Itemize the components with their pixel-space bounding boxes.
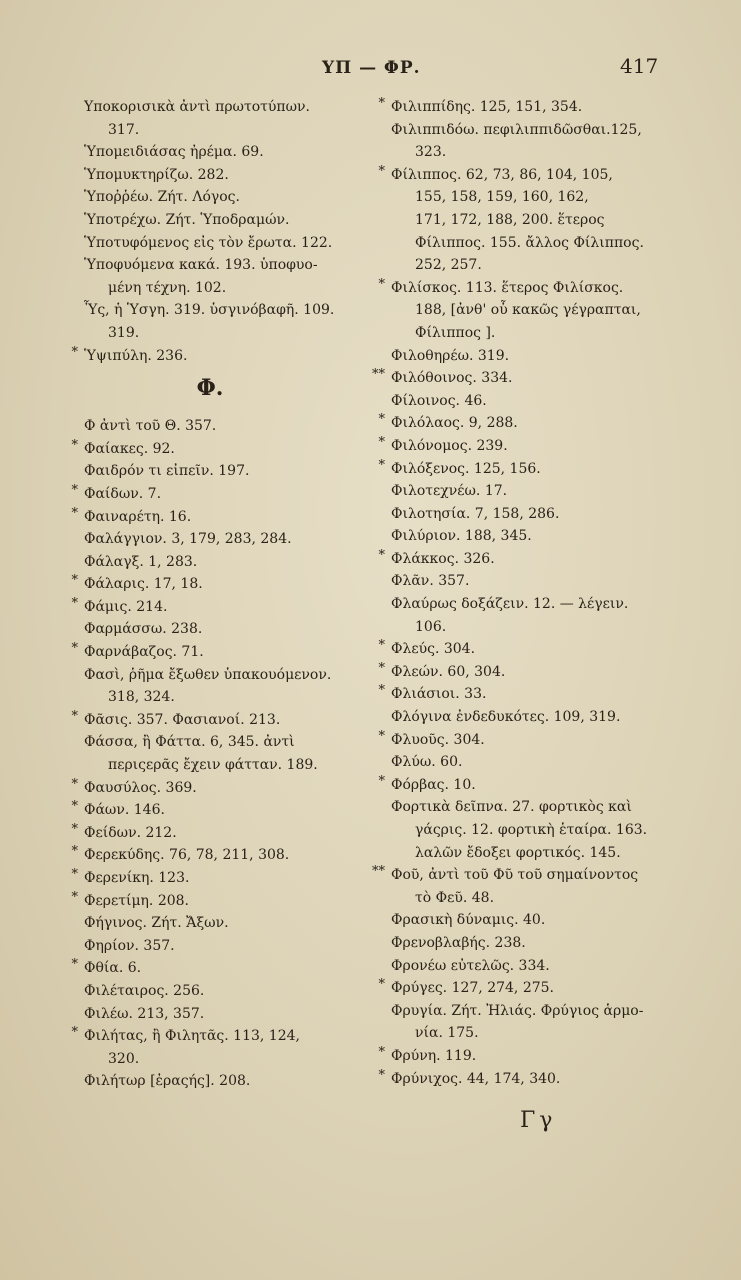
entry-text: Ὑπομειδιάσας ἠρέμα. 69. <box>84 144 264 161</box>
index-entry <box>387 232 687 255</box>
index-entry <box>378 773 687 797</box>
entry-text: Φιλέω. 213, 357. <box>84 1005 205 1022</box>
asterisk-mark: * <box>71 344 78 360</box>
asterisk-mark: * <box>71 844 78 860</box>
asterisk-mark: * <box>378 96 385 111</box>
index-entry <box>378 1067 687 1091</box>
entry-text: Φίλιππος. 155. ἄλλος Φίλιππος. <box>415 234 644 251</box>
entry-text: 155, 158, 159, 160, 162, <box>415 189 589 206</box>
index-entry <box>80 232 370 255</box>
entry-text: 252, 257. <box>415 257 482 274</box>
index-entry <box>387 796 687 819</box>
index-entry <box>80 164 370 187</box>
index-entry <box>80 415 370 438</box>
entry-text: Φιλήτας, ἢ Φιλητᾶς. 113, 124, <box>84 1028 300 1045</box>
entry-text: Φρυγία. Ζήτ. Ἠλιάς. Φρύγιος ἁρμο- <box>391 1002 644 1019</box>
asterisk-mark: * <box>71 889 78 905</box>
entry-text: Φοῦ, ἀντὶ τοῦ Φῦ τοῦ σημαίνοντος <box>391 867 639 884</box>
index-entry <box>80 731 370 754</box>
entry-text: Φερετίμη. 208. <box>84 892 190 909</box>
entry-text: Φιλήτωρ [ἐραςής]. 208. <box>84 1073 251 1090</box>
asterisk-mark: * <box>71 867 78 882</box>
index-entry <box>71 641 370 664</box>
asterisk-mark: * <box>378 163 385 179</box>
index-entry <box>80 912 370 935</box>
index-entry <box>387 706 687 729</box>
asterisk-mark: * <box>71 821 78 837</box>
index-entry <box>387 909 687 932</box>
asterisk-mark: * <box>71 573 78 589</box>
index-entry <box>80 186 370 209</box>
entry-text: Φρύγες. 127, 274, 275. <box>391 980 554 997</box>
index-entry <box>71 844 370 867</box>
index-entry <box>387 345 687 368</box>
entry-text: Φλύω. 60. <box>391 754 463 771</box>
entry-text: Φάλαγξ. 1, 283. <box>84 553 198 570</box>
entry-text: Φαυσύλος. 369. <box>84 779 197 796</box>
entry-text: Φίλιππος. 62, 73, 86, 104, 105, <box>391 166 613 183</box>
index-entry <box>80 1048 370 1071</box>
entry-text: Ὑποφυόμενα κακά. 193. ὑποφυο- <box>84 257 318 274</box>
index-entry <box>378 96 687 119</box>
index-entry <box>378 683 687 706</box>
index-column-right <box>372 96 687 1090</box>
entry-text: Φᾶσις. 357. Φασιανοί. 213. <box>84 711 281 728</box>
entry-text: Ὑψιπύλη. 236. <box>84 347 188 364</box>
entry-text: Ὗς, ἡ Ὑσγη. 319. ὑσγινόβαφῆ. 109. <box>84 302 335 319</box>
entry-text: Φιλιππίδης. 125, 151, 354. <box>391 99 583 115</box>
entry-text: Φήγινος. Ζήτ. Ἄξων. <box>84 915 229 932</box>
index-entry <box>71 1025 370 1048</box>
index-entry <box>387 1022 687 1045</box>
index-entry <box>71 708 370 732</box>
index-entry <box>80 299 370 322</box>
index-entry <box>80 686 370 709</box>
entry-text: Φερεκύδης. 76, 78, 211, 308. <box>84 847 290 864</box>
entry-text: Φηρίον. 357. <box>84 937 175 954</box>
index-entry <box>80 96 370 119</box>
entry-text: Φάων. 146. <box>84 802 165 819</box>
index-entry <box>378 457 687 481</box>
index-entry <box>80 460 370 483</box>
entry-text: Υποκορισικὰ ἀντὶ πρωτοτύπων. <box>84 99 310 115</box>
index-entry <box>71 776 370 800</box>
entry-text: 171, 172, 188, 200. ἕτερος <box>415 211 605 228</box>
entry-text: Φιλέταιρος. 256. <box>84 982 205 999</box>
asterisk-mark: * <box>71 799 78 815</box>
entry-text: Φιλοθηρέω. 319. <box>391 347 510 364</box>
index-entry <box>387 819 687 842</box>
index-entry <box>80 935 370 958</box>
entry-text: Φλαύρως δοξάζειν. 12. — λέγειν. <box>391 596 629 613</box>
asterisk-mark: * <box>71 482 78 498</box>
entry-text: 317. <box>108 121 140 138</box>
page-number: 417 <box>620 54 659 78</box>
asterisk-mark: * <box>71 776 78 792</box>
index-entry <box>71 437 370 461</box>
entry-text: Φαίδων. 7. <box>84 485 162 502</box>
asterisk-mark: * <box>378 638 385 654</box>
entry-text: Φιλοτησία. 7, 158, 286. <box>391 505 560 522</box>
index-entry <box>378 977 687 1000</box>
entry-text: Φαρνάβαζος. 71. <box>84 644 204 661</box>
entry-text: Φρύνιχος. 44, 174, 340. <box>391 1070 561 1087</box>
asterisk-mark: * <box>378 683 385 699</box>
index-entry <box>71 821 370 845</box>
entry-text: Φρενοβλαβής. 238. <box>391 934 526 951</box>
asterisk-mark: * <box>378 434 385 450</box>
index-entry <box>372 367 687 390</box>
asterisk-mark: * <box>71 957 78 973</box>
asterisk-mark: * <box>378 977 385 993</box>
asterisk-mark: * <box>378 660 385 676</box>
index-entry <box>387 119 687 142</box>
asterisk-mark: * <box>378 547 385 563</box>
entry-text: Φαλάγγιον. 3, 179, 283, 284. <box>84 531 292 548</box>
index-entry <box>80 141 370 164</box>
index-entry <box>80 618 370 641</box>
letter-heading: Φ. <box>196 375 224 402</box>
entry-text: 323. <box>415 144 447 161</box>
index-entry <box>378 728 687 752</box>
asterisk-mark: * <box>71 1025 78 1041</box>
asterisk-mark: ** <box>372 367 385 383</box>
entry-text: Φάσσα, ἢ Φάττα. 6, 345. ἀντὶ <box>84 734 295 751</box>
index-entry <box>378 163 687 187</box>
asterisk-mark: * <box>378 412 385 428</box>
asterisk-mark: ** <box>372 864 385 880</box>
index-entry <box>80 209 370 232</box>
asterisk-mark: * <box>71 641 78 657</box>
entry-text: Φίλιππος ]. <box>415 324 496 341</box>
index-entry <box>387 390 687 413</box>
entry-text: Φθία. 6. <box>84 960 142 977</box>
signature-mark: Γγ <box>520 1108 557 1133</box>
entry-text: Φάμις. 214. <box>84 598 168 615</box>
entry-text: Φιλόθοινος. 334. <box>391 370 513 387</box>
index-entry <box>378 276 687 300</box>
entry-text: Φορτικὰ δεῖπνα. 27. φορτικὸς καὶ <box>391 799 632 816</box>
index-entry <box>387 932 687 955</box>
entry-text: 188, [ἀνθ' οὗ κακῶς γέγραπται, <box>415 302 641 319</box>
entry-text: Φλάκκος. 326. <box>391 550 495 567</box>
entry-text: Φλᾶν. 357. <box>391 573 470 590</box>
index-entry <box>80 254 370 277</box>
asterisk-mark: * <box>71 437 78 453</box>
entry-text: Φαρμάσσω. 238. <box>84 621 203 638</box>
entry-text: 318, 324. <box>108 689 175 706</box>
index-entry <box>387 887 687 910</box>
index-entry <box>387 503 687 526</box>
index-entry <box>378 547 687 571</box>
index-entry <box>372 864 687 887</box>
index-entry <box>387 593 687 616</box>
index-entry <box>387 842 687 865</box>
index-entry <box>387 1000 687 1023</box>
index-entry <box>387 209 687 232</box>
entry-text: Φαιναρέτη. 16. <box>84 508 192 525</box>
index-entry <box>80 754 370 777</box>
index-entry <box>80 528 370 551</box>
index-entry <box>378 660 687 684</box>
index-entry <box>71 799 370 822</box>
index-entry <box>387 186 687 209</box>
entry-text: Φαίακες. 92. <box>84 440 175 457</box>
index-column-left <box>71 96 370 1093</box>
entry-text: τὸ Φεῦ. 48. <box>415 889 495 906</box>
index-entry <box>71 595 370 619</box>
entry-text: Φρύνη. 119. <box>391 1047 477 1064</box>
entry-text: Φλεύς. 304. <box>391 641 476 658</box>
index-entry <box>80 664 370 687</box>
index-entry <box>71 505 370 529</box>
asterisk-mark: * <box>71 595 78 611</box>
asterisk-mark: * <box>71 505 78 521</box>
entry-text: Φ ἀντὶ τοῦ Θ. 357. <box>84 418 217 435</box>
entry-text: 319. <box>108 324 140 341</box>
entry-text: 320. <box>108 1050 140 1067</box>
entry-text: Φιλοτεχνέω. 17. <box>391 483 508 500</box>
entry-text: Φίλοινος. 46. <box>391 392 487 409</box>
entry-text: Φερενίκη. 123. <box>84 870 190 886</box>
index-entry <box>387 570 687 593</box>
index-entry <box>387 141 687 164</box>
entry-text: Ὑπομυκτηρίζω. 282. <box>84 166 229 183</box>
index-entry <box>378 638 687 661</box>
entry-text: γάςρις. 12. φορτικὴ ἑταίρα. 163. <box>415 822 648 838</box>
index-entry <box>80 551 370 574</box>
entry-text: Ὑποῤῥέω. Ζήτ. Λόγος. <box>84 189 240 206</box>
running-header: ΥΠ — ΦΡ. <box>322 58 421 78</box>
index-entry <box>80 980 370 1003</box>
index-entry <box>71 573 370 596</box>
index-entry <box>80 119 370 142</box>
index-entry <box>387 480 687 503</box>
index-entry <box>71 482 370 506</box>
index-entry <box>71 957 370 980</box>
index-entry <box>387 254 687 277</box>
index-entry <box>387 299 687 322</box>
entry-text: Φόρβας. 10. <box>391 776 476 793</box>
index-entry <box>387 616 687 639</box>
entry-text: Φιλόλαος. 9, 288. <box>391 415 518 432</box>
index-entry <box>71 867 370 890</box>
index-entry <box>80 1003 370 1026</box>
asterisk-mark: * <box>71 708 78 724</box>
index-entry <box>378 434 687 458</box>
index-entry <box>378 412 687 435</box>
entry-text: 106. <box>415 618 447 635</box>
asterisk-mark: * <box>378 457 385 473</box>
index-entry <box>387 751 687 774</box>
entry-text: νία. 175. <box>415 1025 479 1042</box>
entry-text: Φλόγινα ἐνδεδυκότες. 109, 319. <box>391 709 621 726</box>
entry-text: λαλῶν ἔδοξει φορτικός. 145. <box>415 844 621 861</box>
entry-text: Ὑποτρέχω. Ζήτ. Ὑποδραμών. <box>84 211 290 228</box>
index-entry <box>71 889 370 913</box>
asterisk-mark: * <box>378 728 385 744</box>
entry-text: Φλιάσιοι. 33. <box>391 686 487 703</box>
entry-text: Φασὶ, ῥῆμα ἔξωθεν ὑπακουόμενον. <box>84 666 332 683</box>
entry-text: Φείδων. 212. <box>84 824 177 841</box>
index-entry <box>80 277 370 300</box>
entry-text: Φιλόξενος. 125, 156. <box>391 460 541 477</box>
index-entry <box>80 322 370 345</box>
entry-text: μένη τέχνη. 102. <box>108 279 227 296</box>
entry-text: Φάλαρις. 17, 18. <box>84 576 203 593</box>
entry-text: Φρονέω εὐτελῶς. 334. <box>391 957 550 974</box>
asterisk-mark: * <box>378 773 385 789</box>
index-entry <box>80 1070 370 1093</box>
entry-text: Φλεών. 60, 304. <box>391 663 506 680</box>
entry-text: Φιλίσκος. 113. ἕτερος Φιλίσκος. <box>391 279 624 296</box>
entry-text: Ὑποτυφόμενος εἰς τὸν ἔρωτα. 122. <box>84 234 333 251</box>
entry-text: Φιλύριον. 188, 345. <box>391 528 532 545</box>
asterisk-mark: * <box>378 1067 385 1083</box>
index-entry <box>387 955 687 978</box>
index-entry <box>387 322 687 345</box>
index-entry <box>71 344 370 368</box>
asterisk-mark: * <box>378 276 385 292</box>
index-entry <box>387 525 687 548</box>
asterisk-mark: * <box>378 1044 385 1060</box>
entry-text: Φιλόνομος. 239. <box>391 437 508 454</box>
entry-text: Φρασικὴ δύναμις. 40. <box>391 912 546 929</box>
entry-text: Φιλιππιδόω. πεφιλιππιδῶσθαι.125, <box>391 121 642 138</box>
index-entry <box>378 1044 687 1068</box>
entry-text: Φαιδρόν τι εἰπεῖν. 197. <box>84 463 250 480</box>
entry-text: περιςερᾶς ἔχειν φάτταν. 189. <box>108 757 318 774</box>
entry-text: Φλυοῦς. 304. <box>391 731 485 748</box>
